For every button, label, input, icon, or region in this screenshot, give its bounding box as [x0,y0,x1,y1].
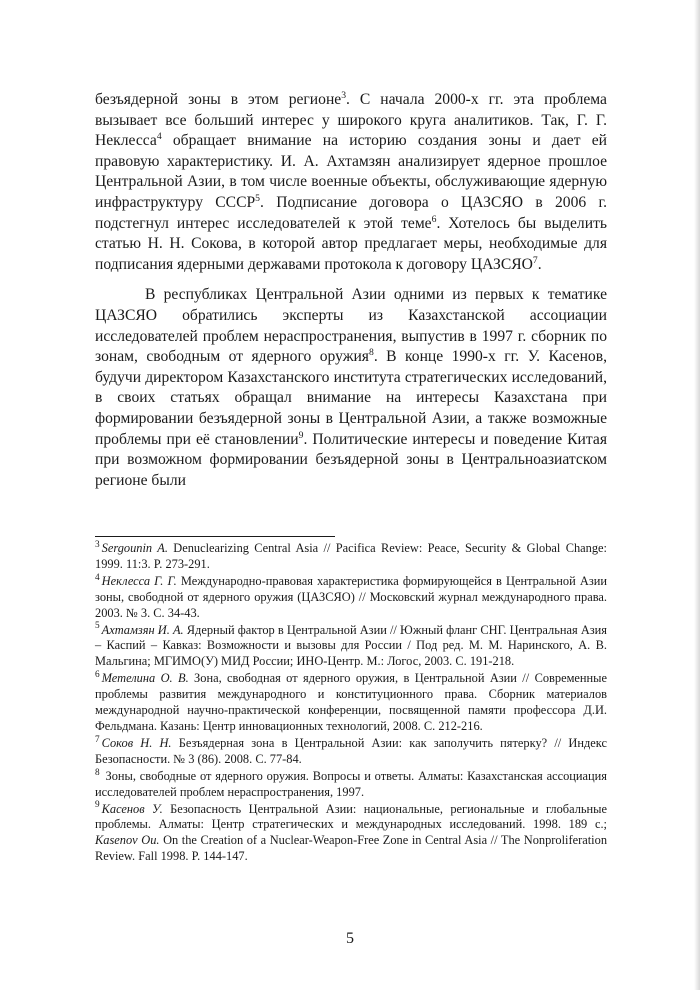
footnote-5 [95,623,607,671]
footnote-text: On the Creation of a Nuclear-Weapon-Free Zone in Central Asia // The Nonproliferation Review. Fall 1998. P. 144-147. [95,833,608,864]
footnote-ref-6[interactable]: 6 [431,213,437,225]
text-run: . [537,255,542,273]
footnote-author: Соков Н. Н. [101,735,172,750]
page-number: 5 [346,930,354,947]
footnote-text: Denuclearizing Central Asia // Pacifica Review: Peace, Security & Global Change: 1999. 11:3. P. 273-291. [95,541,607,571]
footnote-6 [95,671,607,735]
footnote-separator [95,536,335,537]
footnote-text: Безопасность Центральной Азии: национальные, региональные и глобальные проблемы. Алматы: Центр стратегических и международных исследований. 1998. 189 с.; [95,801,607,832]
footnote-ref-8[interactable]: 8 [368,346,374,358]
footnote-3 [95,541,607,573]
footnote-author: Ахтамзян И. А. [101,622,184,637]
footnotes [95,541,607,866]
text-run: . В конце 1990-х гг. У. Касенов, будучи директором Казахстанского института стратегических исследований, в своих статьях обращал внимание на интересы Казахстана при формировании безъядерной зоны в Центральной Азии, а также возможные проблемы при её становлении [95,348,607,448]
footnote-ref-4[interactable]: 4 [156,131,162,142]
footnote-number: 9 [95,800,100,811]
footnote-text: Зоны, свободные от ядерного оружия. Вопросы и ответы. Алматы: Казахстанская ассоциация исследователей проблем нераспространения, 1997. [95,768,608,799]
footnote-9 [95,802,607,866]
footnote-text: Безъядерная зона в Центральной Азии: как заполучить пятерку? // Индекс Безопасности. № 3 (86). 2008. С. 77-84. [95,735,607,766]
footnote-number: 7 [95,734,100,745]
text-run: В республиках Центральной Азии одними из первых к тематике ЦАЗСЯО обратились эксперты из Казахстанской ассоциации исследователей проблем нераспространения, выпустив в 1997 г. сборник по зонам, свободным от ядерного оружия [95,286,607,366]
footnote-number: 5 [95,621,100,632]
page-edge-shadow [694,0,700,990]
footnote-7 [95,736,607,768]
footnote-ref-9[interactable]: 9 [298,429,304,441]
main-text [95,90,607,491]
text-run: безъядерной зоны в этом регионе [95,91,342,108]
text-run: обращает внимание на историю создания зоны и дает ей правовую характеристику. И. А. Ахтамзян анализирует ядерное прошлое Центральной Азии, в том числе военные объекты, обслуживающие ядерную инфраструктуру СССР [95,132,607,211]
paragraph-1 [95,90,607,275]
footnote-author: Sergounin A. [101,541,168,555]
text-run: . Политические интересы и поведение Китая при возможном формировании безъядерной зоны в Центральноазиатском регионе были [95,430,607,489]
footnote-number: 8 [95,767,100,778]
footnote-ref-3[interactable]: 3 [341,89,347,101]
footnote-text: Ядерный фактор в Центральной Азии // Южный фланг СНГ. Центральная Азия – Каспий – Кавказ: Возможности и вызовы для России / Под ред. М. М. Наринского, А. В. Мальгина; МГИМО(У) МИД России; ИНО-Центр. М.: Логос, 2003. С. 191-218. [95,622,607,669]
footnote-number: 3 [95,539,100,550]
text-run: . Подписание договора о ЦАЗСЯО в 2006 г. подстегнул интерес исследователей к этой теме [95,193,608,232]
footnote-4 [95,574,607,622]
footnote-ref-5[interactable]: 5 [255,192,260,204]
footnote-ref-7[interactable]: 7 [532,254,538,266]
footnote-author: Kasenov Ou. [95,833,160,848]
footnote-number: 4 [95,572,100,583]
footnote-author: Касенов У. [101,801,163,816]
footnote-author: Неклесса Г. Г. [101,573,177,588]
text-run: . Хотелось бы выделить статью Н. Н. Сокова, в которой автор предлагает меры, необходимые для подписания ядерными державами протокола к договору ЦАЗСЯО [95,214,607,273]
footnote-text: Зона, свободная от ядерного оружия, в Центральной Азии // Современные проблемы развития международного и конституционного права. Сборник материалов международной научно-практической конференции, посвященной памяти профессора Д.И. Фельдмана. Казань: Центр инновационных технологий, 2008. С. 212-216. [95,671,608,733]
footnote-8 [95,769,607,801]
footnote-text: Международно-правовая характеристика формирующейся в Центральной Азии зоны, свободной от ядерного оружия (ЦАЗСЯО) // Московский журнал международного права. 2003. № 3. С. 34-43. [95,573,607,620]
paragraph-2 [95,285,607,491]
footnote-author: Метелина О. В. [101,671,189,686]
footnote-number: 6 [95,670,100,681]
text-run: . С начала 2000-х гг. эта проблема вызывает все больший интерес у широкого круга аналитиков. Так, Г. Г. Неклесса [95,91,607,150]
